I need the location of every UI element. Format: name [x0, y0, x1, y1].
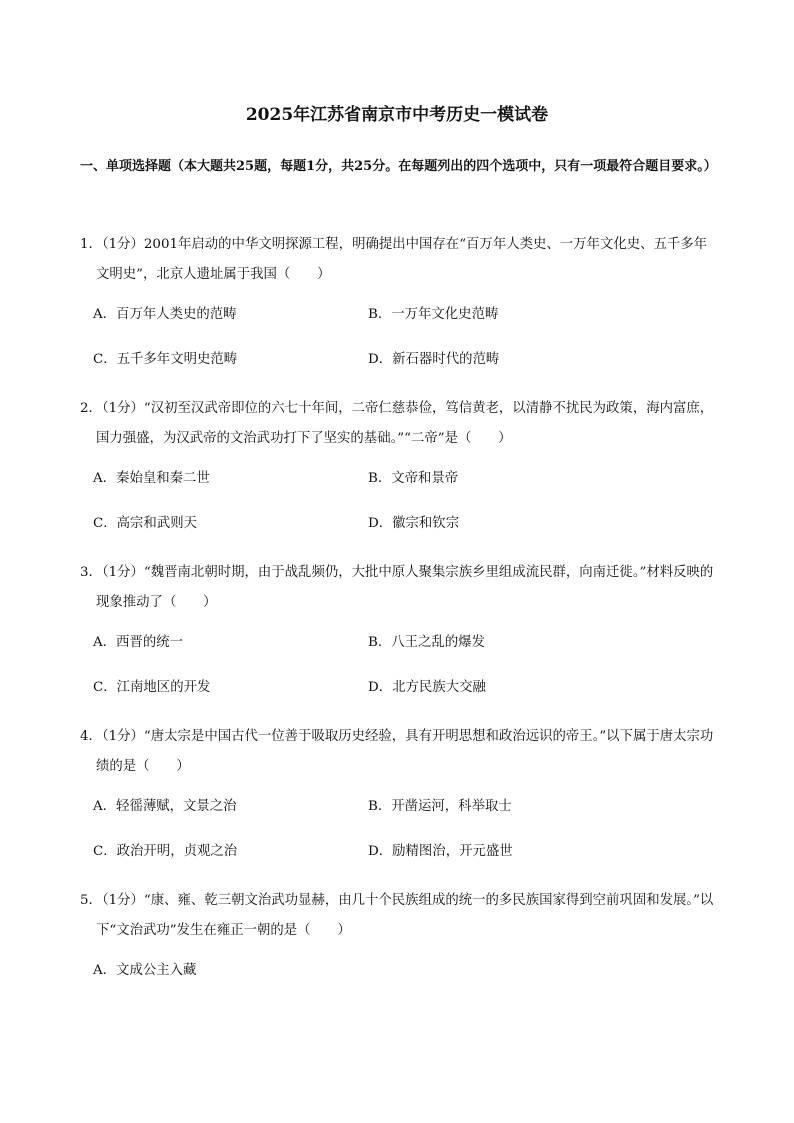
question-number: 2．	[80, 401, 102, 416]
option-a[interactable]: A．西晋的统一	[93, 635, 184, 650]
question-text: （1分）“汉初至汉武帝即位的六七十年间，二帝仁慈恭俭，笃信黄老，以清静不扰民为政策，海内富庶，国力强盛，为汉武帝的文治武功打下了坚实的基础。”“二帝”是（ ）	[96, 401, 714, 446]
question-4	[80, 722, 720, 882]
option-a[interactable]: A．秦始皇和秦二世	[93, 471, 210, 486]
option-c[interactable]: C．江南地区的开发	[93, 680, 211, 695]
question-1	[80, 230, 720, 390]
question-number: 4．	[80, 729, 102, 744]
question-number: 1．	[80, 237, 102, 252]
question-text: （1分）“魏晋南北朝时期，由于战乱频仍，大批中原人聚集宗族乡里组成流民群，向南迁徙。”材料反映的现象推动了（ ）	[96, 565, 714, 610]
option-b[interactable]: B．文帝和景帝	[368, 471, 459, 486]
section-heading: 一、单项选择题（本大题共25题，每题1分，共25分。在每题列出的四个选项中，只有一项最符合题目要求。）	[80, 159, 717, 174]
options	[80, 628, 720, 718]
page-title: 2025年江苏省南京市中考历史一模试卷	[245, 105, 549, 125]
question-stem	[80, 886, 720, 946]
option-d[interactable]: D．徽宗和钦宗	[368, 516, 460, 531]
option-b[interactable]: B．一万年文化史范畴	[368, 307, 499, 322]
question-2	[80, 394, 720, 554]
question-stem	[80, 394, 720, 454]
question-number: 5．	[80, 893, 102, 908]
option-a[interactable]: A．轻徭薄赋，文景之治	[93, 799, 237, 814]
question-stem	[80, 722, 720, 782]
question-text: （1分）2001年启动的中华文明探源工程，明确提出中国存在“百万年人类史、一万年文化史、五千多年文明史”，北京人遗址属于我国（ ）	[96, 237, 708, 282]
option-c[interactable]: C．高宗和武则天	[93, 516, 197, 531]
option-d[interactable]: D．北方民族大交融	[368, 680, 486, 695]
question-stem	[80, 558, 720, 618]
options	[80, 792, 720, 882]
option-c[interactable]: C．五千多年文明史范畴	[93, 352, 238, 367]
question-3	[80, 558, 720, 718]
option-c[interactable]: C．政治开明，贞观之治	[93, 844, 238, 859]
question-5	[80, 886, 720, 1001]
options	[80, 300, 720, 390]
question-text: （1分）“康、雍、乾三朝文治武功显赫，由几十个民族组成的统一的多民族国家得到空前巩固和发展。”以下“文治武功”发生在雍正一朝的是（ ）	[96, 893, 714, 938]
option-b[interactable]: B．八王之乱的爆发	[368, 635, 485, 650]
option-a[interactable]: A．百万年人类史的范畴	[93, 307, 237, 322]
option-d[interactable]: D．励精图治，开元盛世	[368, 844, 513, 859]
question-number: 3．	[80, 565, 102, 580]
option-b[interactable]: B．开凿运河，科举取士	[368, 799, 512, 814]
option-d[interactable]: D．新石器时代的范畴	[368, 352, 500, 367]
question-text: （1分）“唐太宗是中国古代一位善于吸取历史经验，具有开明思想和政治远识的帝王。”以下属于唐太宗功绩的是（ ）	[96, 729, 714, 774]
options	[80, 464, 720, 554]
options	[80, 956, 720, 1001]
option-a[interactable]: A．文成公主入藏	[93, 963, 197, 978]
question-stem	[80, 230, 720, 290]
